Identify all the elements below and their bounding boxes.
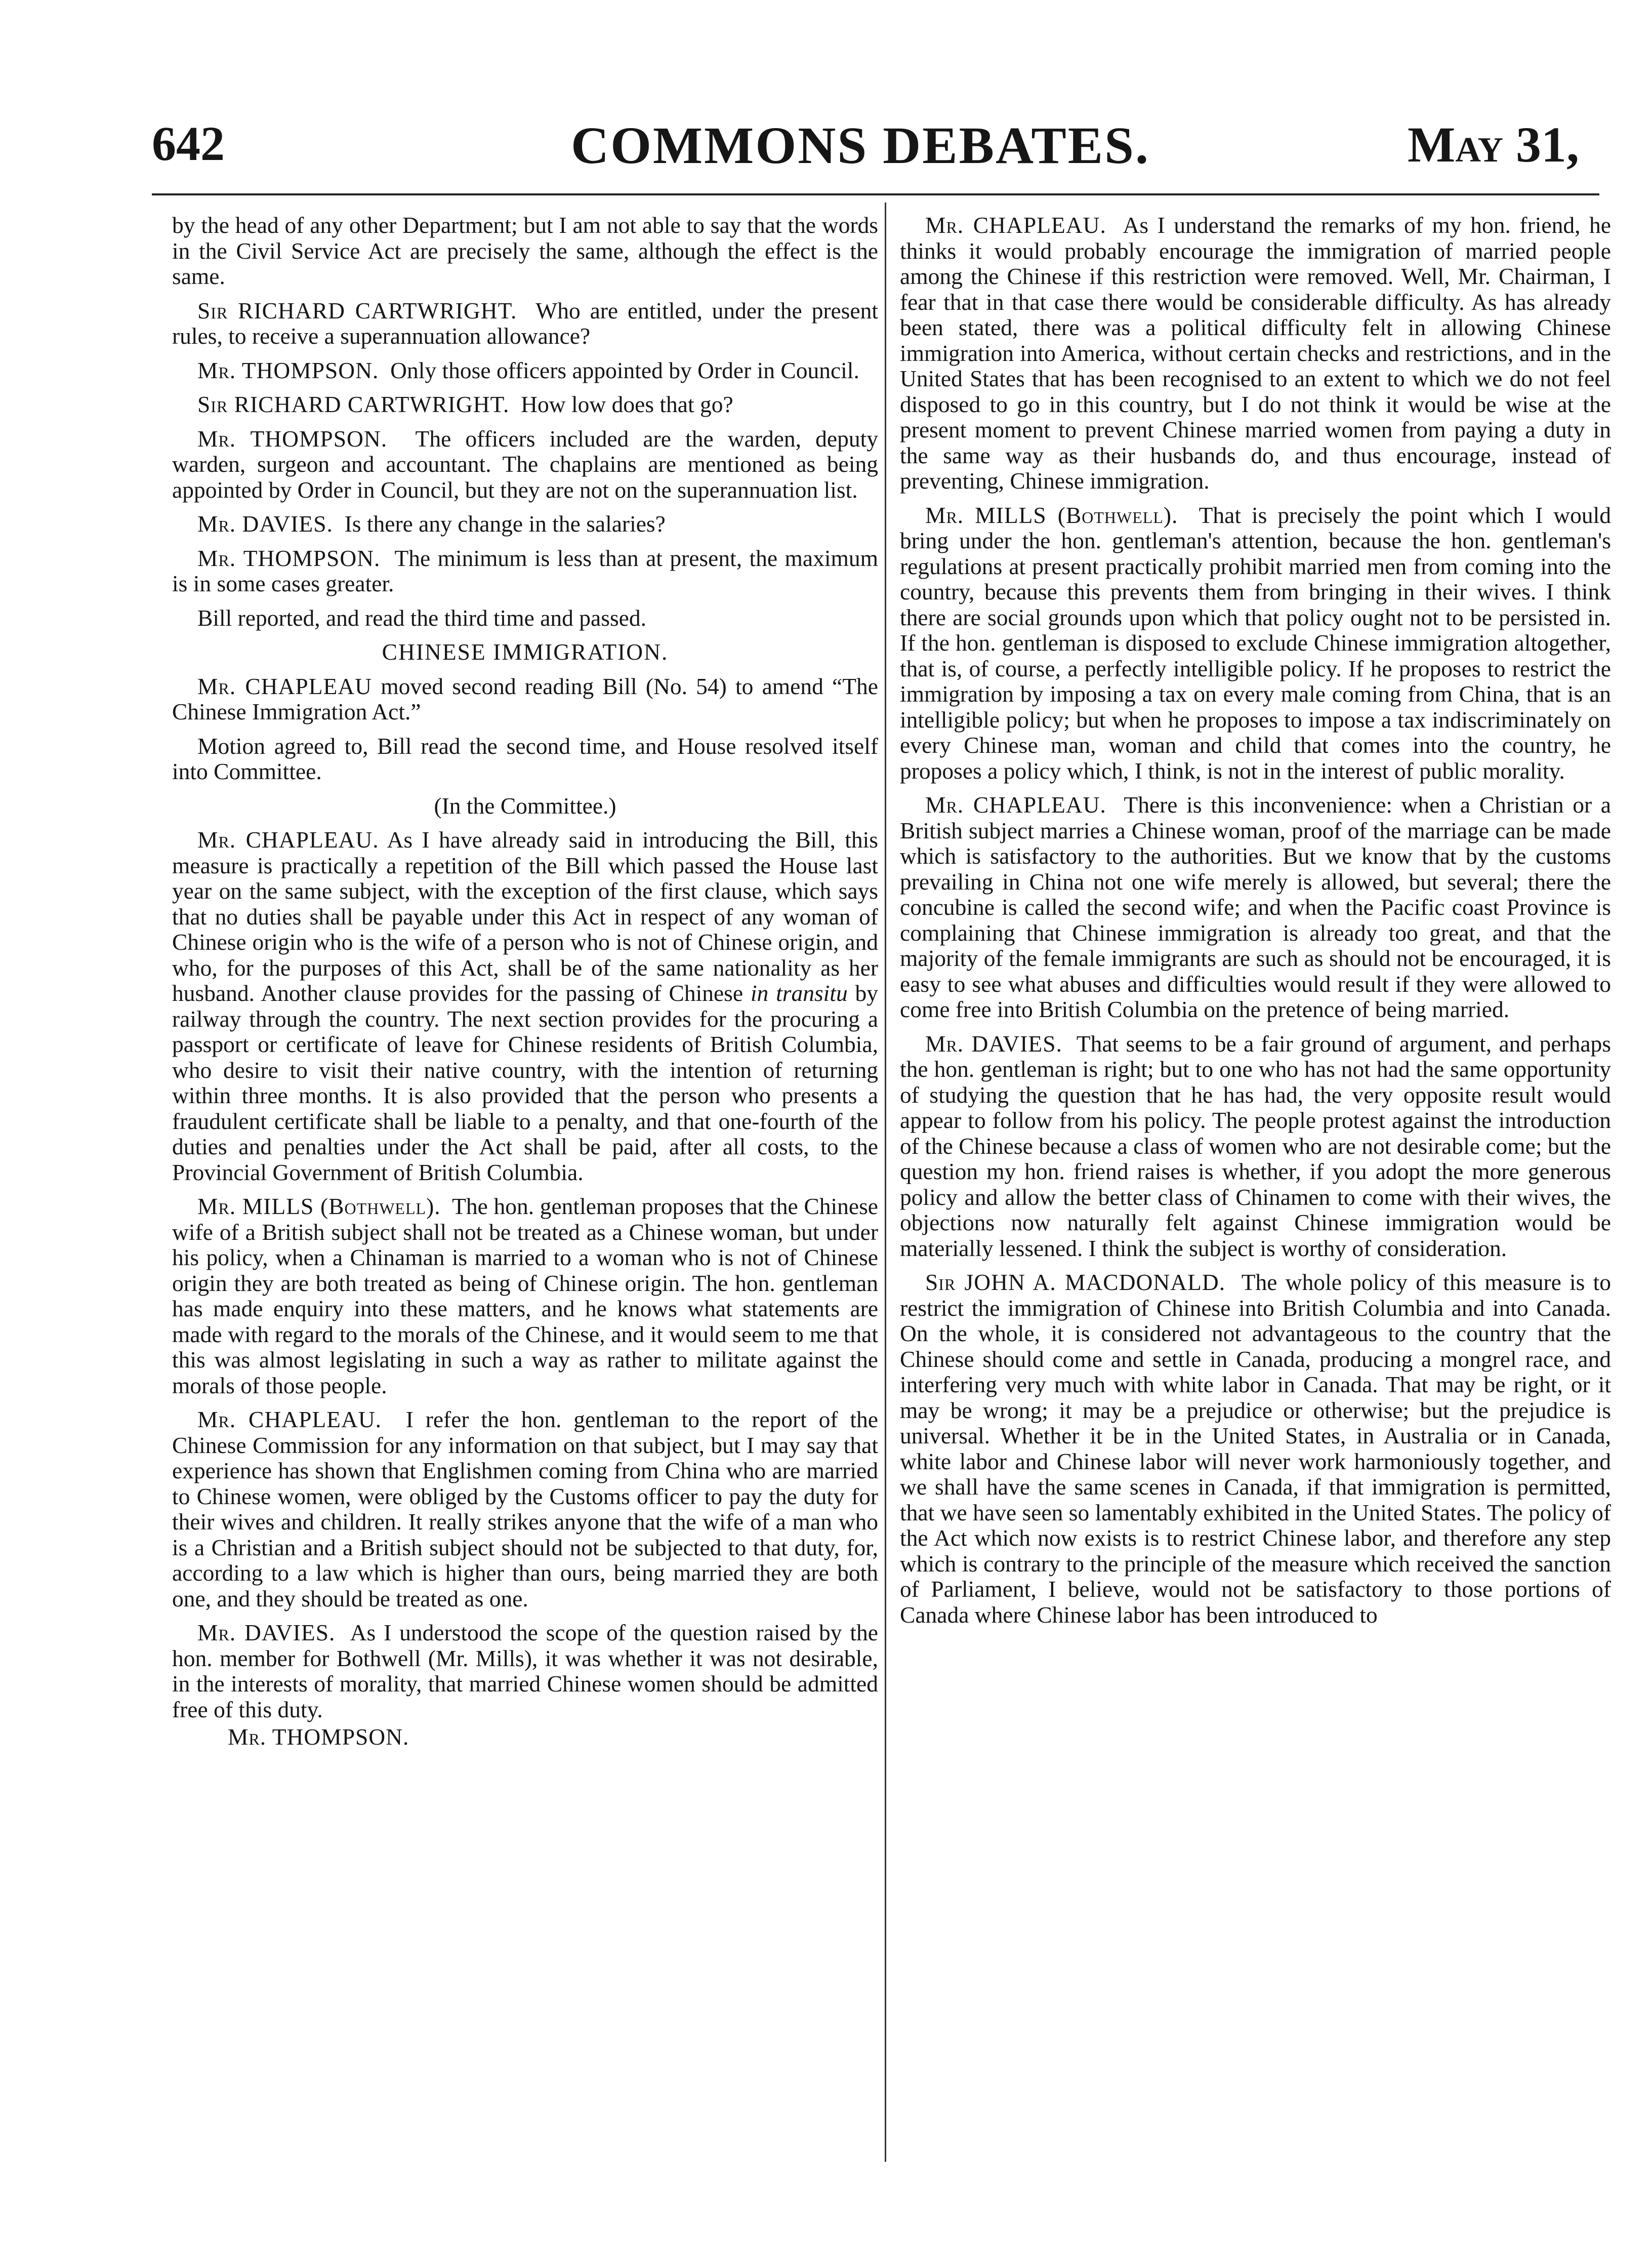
paragraph-text: As I have already said in introducing the Bill, this measure is practically a repetition of the Bill which passed the House last year on the same subject, with the exception of the first clause, which says that no duties shall be payable under this Act in respect of any woman of Chinese origin who is the wife of a person who is not of Chinese origin, and who, for the purposes of this Act, shall be of the same nationality as her husband. Another clause provides for the passing of Chinese bbox=[172, 827, 878, 1006]
italic-phrase: in transitu bbox=[750, 980, 848, 1006]
paragraph-text: How low does that go? bbox=[521, 391, 733, 417]
paragraph-text: There is this inconvenience: when a Christian or a British subject marries a Chinese woman, proof of the marriage can be made which is satisfactory to the authorities. But we know that by the customs prevailing in China not one wife merely is allowed, but several; there the concubine is called the second wife; and when the Pacific coast Province is complaining that Chinese immigration is already too great, and that the majority of the female immigrants are such as should not be encouraged, it is easy to see what abuses and difficulties would result if they were allowed to come free into British Columbia on the pretence of being married. bbox=[900, 792, 1611, 1022]
paragraph-text: Who are entitled, under the present rules, to receive a superannuation allowance? bbox=[172, 297, 878, 349]
paragraph-text: That is precisely the point which I would bring under the hon. gentleman's attention, because the hon. gentleman's regulations at present practically prohibit married men from coming into the country, because this prevents them from bringing in their wives. I think there are social grounds upon which that policy ought not to be persisted in. If the hon. gentleman is disposed to exclude Chinese immigration altogether, that is, of course, a perfectly intelligible policy. If he proposes to restrict the immigration by imposing a tax on every male coming from China, that is an intelligible policy; but when he proposes to impose a tax indiscriminately on every Chinese man, woman and child that comes into the country, he proposes a policy which, I think, is not in the interest of public morality. bbox=[900, 502, 1612, 784]
paragraph bbox=[900, 1031, 1611, 1262]
speaker-name: Mr. THOMPSON. bbox=[228, 1724, 409, 1750]
speaker-name: Sir JOHN A. MACDONALD. bbox=[925, 1269, 1226, 1295]
paragraph-text: That seems to be a fair ground of argument, and perhaps the hon. gentleman is right; but to one who has not had the same opportunity of studying the question that he has had, the very opposite result would appear to follow from his policy. The people protest against the introduction of the Chinese because a class of women who are not desirable come; but the question my hon. friend raises is whether, if you adopt the more generous policy and allow the better class of Chinamen to come with their wives, the objections now naturally felt against Chinese immigration would be materially lessened. I think the subject is worthy of consideration. bbox=[900, 1030, 1611, 1261]
speaker-name: Mr. THOMPSON. bbox=[197, 357, 379, 383]
paragraph-text: The minimum is less than at present, the maximum is in some cases greater. bbox=[172, 545, 879, 596]
speaker-name: Mr. CHAPLEAU. bbox=[197, 827, 379, 853]
speaker-name: Mr. CHAPLEAU bbox=[197, 673, 373, 699]
left-column bbox=[172, 213, 878, 1759]
speaker-name: Mr. MILLS (Bothwell). bbox=[925, 502, 1178, 528]
paragraph-text: Only those officers appointed by Order in Council. bbox=[390, 357, 859, 383]
paragraph-text: by railway through the country. The next section provides for the procuring a passport or certificate of leave for Chinese residents of British Columbia, who desire to visit their native country, with the intention of returning within three months. It is also provided that the person who presents a fraudulent certificate shall be liable to a penalty, and that one-fourth of the duties and penalties under the Act shall be paid, after all costs, to the Provincial Government of British Columbia. bbox=[172, 980, 879, 1185]
paragraph bbox=[172, 827, 878, 1185]
paragraph bbox=[172, 546, 878, 597]
paragraph bbox=[172, 213, 878, 290]
paragraph-text: The officers included are the warden, deputy warden, surgeon and accountant. The chaplains are mentioned as being appointed by Order in Council, but they are not on the superannuation list. bbox=[172, 425, 878, 503]
page-date: May 31, bbox=[1407, 116, 1579, 173]
page-header bbox=[152, 115, 1579, 191]
paragraph bbox=[172, 426, 878, 503]
speaker-name: Mr. THOMPSON. bbox=[197, 545, 381, 571]
paragraph bbox=[172, 1194, 878, 1398]
speaker-name: Mr. DAVIES. bbox=[925, 1030, 1062, 1057]
paragraph bbox=[172, 298, 878, 349]
paragraph-text: The whole policy of this measure is to restrict the immigration of Chinese into British Columbia and into Canada. On the whole, it is considered not advantageous to the country that the Chinese should come and settle in Canada, producing a mongrel race, and interfering very much with white labor in Canada. That may be right, or it may be wrong; it may be a prejudice or otherwise; but the prejudice is universal. Whether it be in the United States, in Australia or in Canada, white labor and Chinese labor will never work harmoniously together, and we shall have the same scenes in Canada, if that immigration is permitted, that we have seen so lamentably exhibited in the United States. The policy of the Act which now exists is to restrict Chinese labor, and therefore any step which is contrary to the principle of the measure which received the sanction of Parliament, I believe, would not be satisfactory to those portions of Canada where Chinese labor has been introduced to bbox=[900, 1269, 1611, 1628]
paragraph-text: Is there any change in the salaries? bbox=[344, 511, 666, 537]
committee-note: (In the Committee.) bbox=[434, 792, 616, 819]
right-column bbox=[900, 213, 1611, 1636]
paragraph-text: I refer the hon. gentleman to the report of the Chinese Commission for any information on that subject, but I may say that experience has shown that Englishmen coming from China who are married to Chinese women, were obliged by the Customs officer to pay the duty for their wives and children. It really strikes anyone that the wife of a man who is a Christian and a British subject should not be subjected to that duty, for, according to a law which is higher than ours, being married they are both one, and they should be treated as one. bbox=[172, 1406, 878, 1611]
paragraph-text: As I understood the scope of the question raised by the hon. member for Bothwell (Mr. Mills), it was whether it was not desirable, in the interests of morality, that married Chinese women should be admitted free of this duty. bbox=[172, 1620, 879, 1722]
page-number: 642 bbox=[152, 116, 225, 171]
paragraph-text: moved second reading Bill (No. 54) to amend “The Chinese Immigration Act.” bbox=[172, 673, 878, 724]
paragraph bbox=[172, 1407, 878, 1611]
speaker-signoff bbox=[172, 1724, 878, 1750]
speaker-name: Sir RICHARD CARTWRIGHT. bbox=[197, 297, 517, 324]
speaker-name: Mr. CHAPLEAU. bbox=[925, 792, 1106, 818]
paragraph bbox=[172, 1620, 878, 1722]
paragraph-text: Motion agreed to, Bill read the second time, and House resolved itself into Committee. bbox=[172, 733, 878, 784]
paragraph bbox=[172, 734, 878, 785]
publication-title: COMMONS DEBATES. bbox=[571, 116, 1150, 175]
paragraph bbox=[900, 792, 1611, 1023]
speaker-name: Mr. DAVIES. bbox=[197, 511, 333, 537]
header-rule bbox=[152, 193, 1599, 195]
paragraph bbox=[900, 213, 1611, 494]
paragraph-text: Bill reported, and read the third time and passed. bbox=[197, 604, 646, 631]
paragraph bbox=[172, 392, 878, 418]
paragraph-text: As I understand the remarks of my hon. friend, he thinks it would probably encourage the immigration of married people among the Chinese if this restriction were removed. Well, Mr. Chairman, I fear that in that case there would be considerable difficulty. As has already been stated, there was a political difficulty felt in allowing Chinese immigration into America, without certain checks and restrictions, and in the United States that has been recognised to an extent to which we do not feel disposed to go in this country, but I do not think it would be wise at the present moment to prevent Chinese married women from paying a duty in the same way as their husbands do, and thus encourage, instead of preventing, Chinese immigration. bbox=[900, 212, 1611, 494]
speaker-name: Mr. DAVIES. bbox=[197, 1620, 336, 1645]
paragraph bbox=[900, 503, 1611, 784]
paragraph-text: by the head of any other Department; but I am not able to say that the words in the Civil Service Act are precisely the same, although the effect is the same. bbox=[172, 212, 878, 289]
paragraph bbox=[172, 674, 878, 725]
paragraph bbox=[172, 358, 878, 384]
speaker-name: Mr. MILLS (Bothwell). bbox=[197, 1193, 441, 1219]
paragraph bbox=[172, 606, 878, 631]
paragraph bbox=[900, 1270, 1611, 1628]
paragraph-text: The hon. gentleman proposes that the Chinese wife of a British subject shall not be treated as a Chinese woman, but under his policy, when a Chinaman is married to a woman who is not of Chinese origin they are both treated as being of Chinese origin. The hon. gentleman has made enquiry into these matters, and he knows what statements are made with regard to the morals of the Chinese, and it would seem to me that this was almost legislating in such a way as rather to militate against the morals of those people. bbox=[172, 1193, 878, 1398]
speaker-name: Sir RICHARD CARTWRIGHT. bbox=[197, 391, 510, 417]
paragraph bbox=[172, 511, 878, 537]
section-heading: CHINESE IMMIGRATION. bbox=[382, 639, 669, 665]
speaker-name: Mr. CHAPLEAU. bbox=[197, 1406, 382, 1432]
speaker-name: Mr. THOMPSON. bbox=[197, 425, 388, 452]
speaker-name: Mr. CHAPLEAU. bbox=[925, 212, 1106, 238]
column-divider bbox=[885, 203, 886, 2162]
